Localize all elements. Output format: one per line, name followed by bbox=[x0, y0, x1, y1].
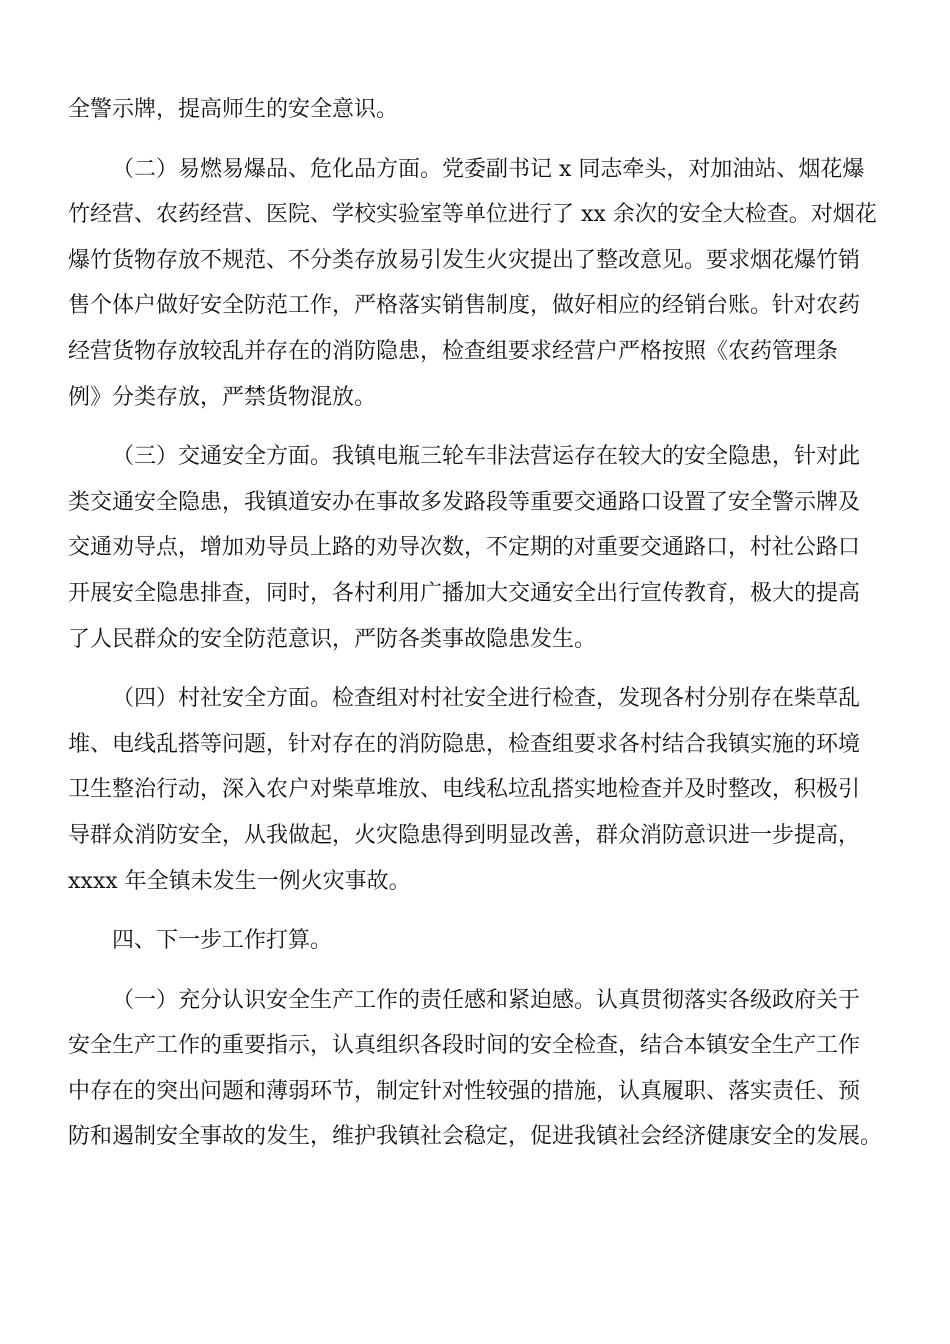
paragraph-line: xxxx 年全镇未发生一例火灾事故。 bbox=[68, 868, 411, 894]
paragraph-line: 全警示牌，提高师生的安全意识。 bbox=[68, 97, 399, 122]
paragraph-gap bbox=[68, 133, 882, 147]
paragraph-line: （一）充分认识安全生产工作的责任感和紧迫感。认真贯彻落实各级政府关于 bbox=[112, 987, 861, 1013]
section-heading: 四、下一步工作打算。 bbox=[112, 928, 333, 954]
paragraph-gap bbox=[68, 904, 882, 918]
paragraph-line: 例》分类存放，严禁货物混放。 bbox=[68, 384, 377, 410]
paragraph-line: 类交通安全隐患，我镇道安办在事故多发路段等重要交通路口设置了安全警示牌及 bbox=[68, 489, 861, 515]
paragraph-line: 售个体户做好安全防范工作，严格落实销售制度，做好相应的经销台账。针对农药 bbox=[68, 293, 861, 319]
paragraph-line: （三）交通安全方面。我镇电瓶三轮车非法营运存在较大的安全隐患，针对此 bbox=[112, 444, 861, 470]
paragraph-line: （二）易燃易爆品、危化品方面。党委副书记 x 同志牵头，对加油站、烟花爆 bbox=[112, 156, 865, 182]
paragraph-line: 堆、电线乱搭等问题，针对存在的消防隐患，检查组要求各村结合我镇实施的环境 bbox=[68, 731, 861, 757]
paragraph-line: 开展安全隐患排查，同时，各村利用广播加大交通安全出行宣传教育，极大的提高 bbox=[68, 580, 861, 606]
paragraph-line: （四）村社安全方面。检查组对村社安全进行检查，发现各村分别存在柴草乱 bbox=[112, 686, 861, 712]
paragraph-line: 安全生产工作的重要指示，认真组织各段时间的安全检查，结合本镇安全生产工作 bbox=[68, 1033, 861, 1059]
paragraph-line: 导群众消防安全，从我做起，火灾隐患得到明显改善，群众消防意识进一步提高， bbox=[68, 822, 861, 848]
document-body bbox=[68, 87, 882, 1160]
paragraph-line: 中存在的突出问题和薄弱环节，制定针对性较强的措施，认真履职、落实责任、预 bbox=[68, 1078, 861, 1104]
paragraph-line: 防和遏制安全事故的发生，维护我镇社会稳定，促进我镇社会经济健康安全的发展。 bbox=[68, 1124, 883, 1150]
paragraph-gap bbox=[68, 420, 882, 434]
paragraph-line: 卫生整治行动，深入农户对柴草堆放、电线私垃乱搭实地检查并及时整改，积极引 bbox=[68, 777, 861, 803]
paragraph-line: 经营货物存放较乱并存在的消防隐患，检查组要求经营户严格按照《农药管理条 bbox=[68, 338, 839, 364]
paragraph-line: 爆竹货物存放不规范、不分类存放易引发生火灾提出了整改意见。要求烟花爆竹销 bbox=[68, 247, 861, 273]
paragraph-line: 了人民群众的安全防范意识，严防各类事故隐患发生。 bbox=[68, 626, 597, 652]
paragraph-line: 竹经营、农药经营、医院、学校实验室等单位进行了 xx 余次的安全大检查。对烟花 bbox=[68, 202, 877, 228]
paragraph-line: 交通劝导点，增加劝导员上路的劝导次数，不定期的对重要交通路口，村社公路口 bbox=[68, 535, 861, 561]
paragraph-gap bbox=[68, 964, 882, 978]
paragraph-gap bbox=[68, 662, 882, 676]
